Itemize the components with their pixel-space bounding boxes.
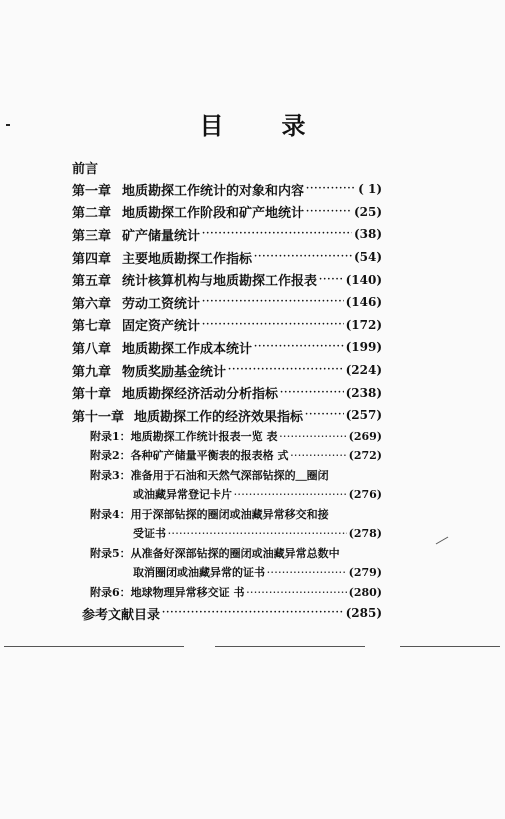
appendix-title: 从准备好深部钻探的圈闭或油藏异常总数中 — [130, 546, 340, 560]
toc-appendix-5-line-1 — [90, 544, 382, 564]
appendix-title-continued: 取消圈闭或油藏异常的证书 — [133, 566, 265, 580]
chapter-title: 矿产储量统计 — [122, 228, 201, 244]
toc-references — [82, 602, 382, 625]
chapter-label: 第三章 — [72, 228, 112, 244]
dot-leader — [202, 229, 352, 239]
dot-leader — [267, 563, 347, 583]
heading-char-1: 目 — [199, 111, 224, 140]
toc-appendix-6 — [90, 583, 382, 603]
contents-heading — [0, 106, 505, 141]
dot-leader — [319, 275, 344, 285]
appendix-title: 用于深部钻探的圈闭或油藏异常移交和接 — [130, 507, 329, 521]
chapter-title: 地质勘探工作统计的对象和内容 — [122, 183, 305, 199]
page-edge-line — [4, 646, 184, 647]
dot-leader — [254, 342, 344, 352]
chapter-title: 主要地质勘探工作指标 — [122, 251, 253, 267]
appendix-label: 附录5： — [90, 546, 131, 560]
page-edge-line — [400, 646, 500, 647]
page-number: (276) — [348, 488, 382, 502]
toc-appendix-3-line-1 — [90, 466, 382, 486]
chapter-title: 地质勘探工作的经济效果指标 — [134, 409, 304, 425]
appendix-label: 附录2： — [90, 449, 131, 463]
toc-chapter-10 — [72, 381, 382, 404]
page-number: (269) — [348, 429, 382, 443]
appendix-title: 地球物理异常移交证 书 — [130, 585, 245, 599]
chapter-title: 地质勘探工作阶段和矿产地统计 — [122, 206, 305, 222]
toc-appendix-5-line-2 — [90, 563, 382, 583]
page-number: (172) — [345, 317, 382, 332]
page-number: (38) — [353, 227, 382, 242]
dot-leader — [162, 608, 344, 618]
page-number: (272) — [348, 449, 382, 463]
page-number: (25) — [353, 204, 382, 219]
appendix-title: 各种矿产储量平衡表的报表格 式 — [130, 449, 289, 463]
toc-appendix-1 — [90, 427, 382, 447]
appendix-label: 附录4： — [90, 507, 131, 521]
chapter-label: 第七章 — [72, 319, 112, 335]
appendix-title: 准备用于石油和天然气深部钻探的＿圈闭 — [130, 468, 329, 482]
page-number: (224) — [345, 363, 382, 378]
page-number: (257) — [345, 408, 382, 423]
page-number: (54) — [353, 250, 382, 265]
toc-chapter-3 — [72, 223, 382, 246]
dot-leader — [168, 524, 347, 544]
chapter-label: 第九章 — [72, 364, 112, 380]
dot-leader — [202, 297, 344, 307]
page-number: (146) — [345, 295, 382, 310]
dot-leader — [291, 446, 347, 466]
chapter-title: 固定资产统计 — [122, 319, 201, 335]
pen-stroke — [436, 537, 449, 545]
toc-chapter-9 — [72, 359, 382, 382]
chapter-label: 第一章 — [72, 183, 112, 199]
appendix-title-continued: 或油藏异常登记卡片 — [133, 488, 232, 502]
chapter-label: 第十章 — [72, 387, 112, 403]
chapter-label: 第十一章 — [72, 409, 125, 425]
dot-leader — [280, 388, 344, 398]
preface-entry: 前言 — [72, 162, 99, 177]
page-number: (238) — [345, 385, 382, 400]
chapter-title: 统计核算机构与地质勘探工作报表 — [122, 274, 318, 290]
appendix-label: 附录3： — [90, 468, 131, 482]
page-number: (280) — [348, 585, 382, 599]
appendix-label: 附录6： — [90, 585, 131, 599]
page-edge-line — [215, 646, 365, 647]
toc-chapter-11 — [72, 404, 382, 427]
chapter-label: 第五章 — [72, 274, 112, 290]
dot-leader — [234, 485, 347, 505]
dot-leader — [306, 184, 356, 194]
chapter-title: 物质奖励基金统计 — [122, 364, 227, 380]
page-number: (285) — [345, 606, 382, 621]
page-number: (140) — [345, 272, 382, 287]
toc-appendix-4-line-1 — [90, 505, 382, 525]
toc-chapter-8 — [72, 336, 382, 359]
appendix-label: 附录1： — [90, 429, 131, 443]
dot-leader — [306, 207, 352, 217]
chapter-title: 劳动工资统计 — [122, 296, 201, 312]
chapter-label: 第六章 — [72, 296, 112, 312]
page-number: (278) — [348, 527, 382, 541]
toc-chapter-1 — [72, 178, 382, 201]
toc-appendix-4-line-2 — [90, 524, 382, 544]
chapter-label: 第二章 — [72, 206, 112, 222]
dot-leader — [202, 320, 344, 330]
dot-leader — [254, 252, 352, 262]
toc-chapter-6 — [72, 291, 382, 314]
dot-leader — [228, 365, 344, 375]
toc-appendix-3-line-2 — [90, 485, 382, 505]
dot-leader — [280, 427, 347, 447]
toc-chapter-2 — [72, 201, 382, 224]
page-number: ( 1) — [358, 182, 382, 197]
toc-chapter-7 — [72, 314, 382, 337]
heading-char-2: 录 — [281, 111, 306, 140]
appendix-title: 地质勘探工作统计报表一览 表 — [130, 429, 278, 443]
references-title: 参考文献目录 — [82, 607, 161, 623]
toc-chapter-5 — [72, 268, 382, 291]
page-number: (279) — [348, 566, 382, 580]
table-of-contents — [72, 178, 382, 625]
page-number: (199) — [345, 340, 382, 355]
chapter-label: 第四章 — [72, 251, 112, 267]
appendix-title-continued: 受证书 — [133, 527, 166, 541]
chapter-title: 地质勘探工作成本统计 — [122, 341, 253, 357]
toc-chapter-4 — [72, 246, 382, 269]
chapter-title: 地质勘探经济活动分析指标 — [122, 387, 279, 403]
dot-leader — [305, 410, 344, 420]
chapter-label: 第八章 — [72, 341, 112, 357]
toc-appendix-2 — [90, 446, 382, 466]
dot-leader — [247, 583, 347, 603]
